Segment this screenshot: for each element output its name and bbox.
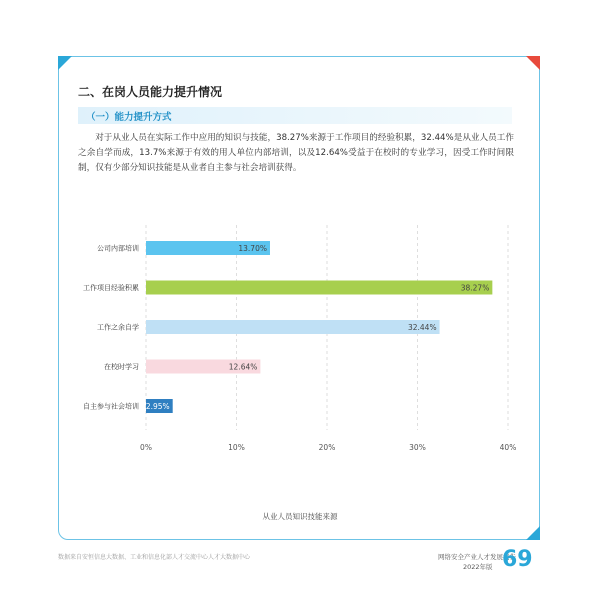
data-label: 12.64% <box>228 362 258 372</box>
report-title: 网络安全产业人才发展报告 <box>438 553 516 561</box>
data-source-footnote: 数据来自安恒信息大数据、工业和信息化部人才交流中心人才大数据中心 <box>58 554 251 561</box>
category-label: 工作之余自学 <box>97 323 139 332</box>
category-label: 自主参与社会培训 <box>83 402 139 411</box>
data-label: 13.70% <box>238 243 267 253</box>
bar <box>146 320 440 334</box>
data-label: 32.44% <box>407 322 437 332</box>
bar <box>146 281 492 295</box>
chart-bars <box>146 241 492 413</box>
body-paragraph: 对于从业人员在实际工作中应用的知识与技能，38.27%来源于工作项目的经验积累，32.44%是从业人员工作之余自学而成，13.7%来源于有效的用人单位内部培训，以及12.64%受益于在校时的专业学习，因受工作时间限制，仅有少部分知识技能是从业者自主参与社会培训获得。 <box>78 133 514 173</box>
data-label: 2.95% <box>145 401 170 411</box>
x-tick-label: 10% <box>228 443 245 452</box>
x-tick-label: 0% <box>140 443 152 452</box>
x-axis-title: 从业人员知识技能来源 <box>262 512 338 521</box>
category-label: 在校时学习 <box>104 363 139 371</box>
x-tick-label: 30% <box>409 443 426 452</box>
chart-ticks <box>140 443 516 452</box>
subsection-title: （一）能力提升方式 <box>86 112 172 123</box>
x-tick-label: 40% <box>499 443 517 452</box>
data-label: 38.27% <box>460 283 490 293</box>
report-year: 2022年版 <box>463 563 493 571</box>
section-title: 二、在岗人员能力提升情况 <box>78 85 223 99</box>
page-number: 69 <box>502 547 533 572</box>
x-tick-label: 20% <box>318 443 336 452</box>
category-label: 工作项目经验积累 <box>83 284 139 292</box>
category-label: 公司内部培训 <box>97 244 139 253</box>
